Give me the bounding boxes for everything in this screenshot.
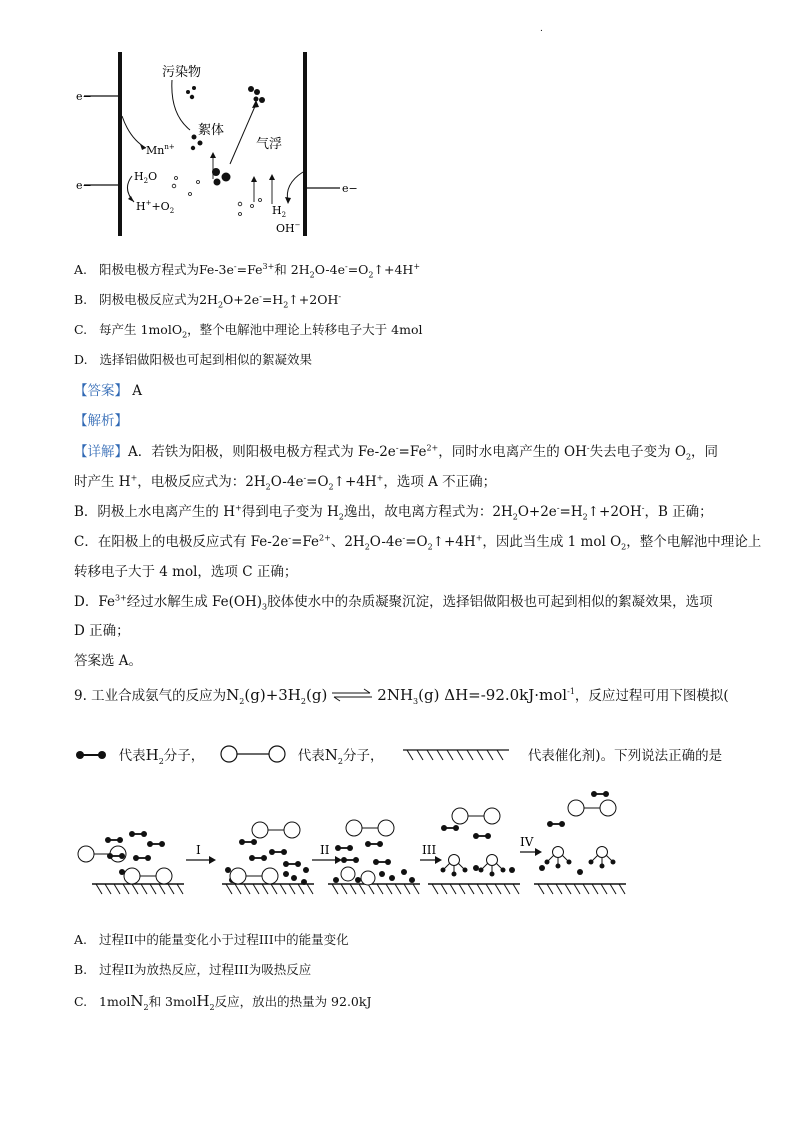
mn-label: $Mn^{n+}$	[146, 143, 175, 157]
h2-label: $H_2$	[272, 204, 287, 219]
step-label-3: III	[422, 843, 437, 857]
pollutant-label: 污染物	[162, 65, 202, 80]
q9-stem: 9. 工业合成氨气的反应为$N_2(g)+3H_2(g)$ $2NH_3(g)$ ΔH=-92.0kJ·mol$^{-1}$，反应过程可用下图模拟(	[74, 686, 729, 706]
q8-option-a: A. 阳极电极方程式为$Fe-3e^-=Fe^{3+}$和 $2H_2O-4e^-=O_2↑+4H^+$	[74, 261, 421, 280]
electrolysis-diagram	[70, 44, 370, 244]
step-label-1: I	[196, 843, 201, 857]
page-dot: .	[540, 24, 543, 34]
detail-c-line1: C．在阳极上的电极反应式有 $Fe-2e^-=Fe^{2+}$、$2H_2O-4e^-=O_2↑+4H^+$，因此当生成 1 mol $O_2$，整个电解池中理论上	[74, 533, 762, 552]
catalyst-surface-icon	[401, 748, 511, 762]
detail-a-line1: 【详解】A．若铁为阳极，则阳极电极方程式为 $Fe-2e^-=Fe^{2+}$，同时水电离产生的 OH-失去电子变为 $O_2$，同	[74, 443, 719, 462]
equilibrium-arrow-icon	[330, 688, 374, 702]
h2o-label: $H_2O$	[134, 170, 158, 185]
reaction-process-diagram	[72, 788, 632, 900]
q8-option-c: C. 每产生 1molO$_2$，整个电解池中理论上转移电子大于 4mol	[74, 322, 423, 340]
h2-molecule-icon	[74, 748, 110, 762]
anode-plate	[118, 52, 122, 236]
oh-label: OH−	[276, 221, 301, 235]
electron-label-1: e−	[76, 90, 92, 103]
float-label: 气浮	[256, 137, 283, 152]
detail-d-line1: D．$Fe^{3+}$经过水解生成 $Fe(OH)_3$胶体使水中的杂质凝聚沉淀，选择铝做阳极也可起到相似的絮凝效果，选项	[74, 593, 713, 612]
detail-a-line2: 时产生 H+，电极反应式为：$2H_2O-4e^-=O_2↑+4H^+$，选项 A 不正确；	[74, 473, 497, 492]
q9-option-c: C. 1molN$_2$和 3molH$_2$反应，放出的热量为 92.0kJ	[74, 992, 372, 1012]
answer-line: 【答案】 A	[74, 383, 143, 399]
h-o2-label: $H^++O_2$	[136, 199, 175, 215]
step-label-4: IV	[520, 835, 534, 849]
n2-molecule-icon	[217, 744, 289, 764]
q9-option-b: B. 过程II为放热反应，过程III为吸热反应	[74, 962, 312, 977]
detail-d-line2: D 正确；	[74, 623, 130, 639]
q8-option-d: D. 选择铝做阳极也可起到相似的絮凝效果	[74, 352, 312, 367]
cathode-plate	[303, 52, 307, 236]
step-label-2: II	[320, 843, 330, 857]
electron-label-2: e−	[76, 179, 92, 192]
conclusion-line: 答案选 A。	[74, 653, 143, 669]
detail-c-line2: 转移电子大于 4 mol，选项 C 正确；	[74, 564, 298, 580]
detail-b-line: B．阴极上水电离产生的 H+得到电子变为 $H_2$逸出，故电离方程式为：$2H_2O+2e^-=H_2↑+2OH^-$，B 正确；	[74, 503, 713, 522]
q9-legend: 代表$H_2$分子， 代表$N_2$分子， 代表催化剂)。下列说法正确的是	[74, 744, 722, 764]
electron-label-3: e−	[342, 182, 358, 195]
analysis-label: 【解析】	[74, 413, 128, 429]
q9-option-a: A. 过程II中的能量变化小于过程III中的能量变化	[74, 932, 349, 947]
floc-label: 絮体	[198, 123, 225, 138]
q8-option-b: B. 阴极电极反应式为$2H_2O+2e^-=H_2↑+2OH^-$	[74, 291, 342, 310]
